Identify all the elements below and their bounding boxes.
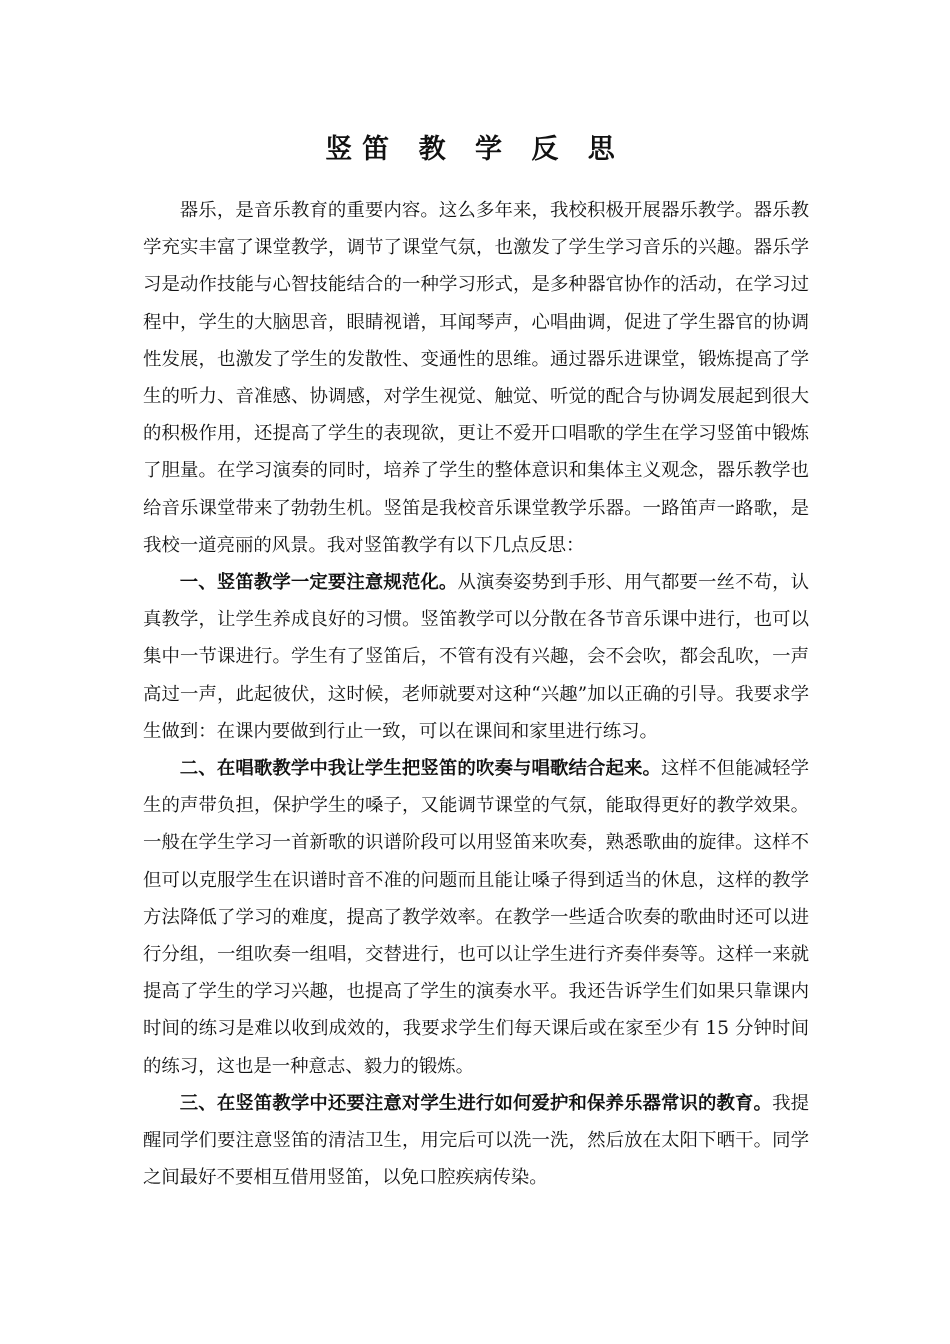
point-heading-1: 一、竖笛教学一定要注意规范化。 [179, 572, 458, 594]
point-paragraph-2 [143, 750, 809, 1085]
point-paragraph-1 [143, 564, 809, 750]
point-text-2: 这样不但能减轻学生的声带负担，保护学生的嗓子，又能调节课堂的气氛，能取得更好的教学效果。一般在学生学习一首新歌的识谱阶段可以用竖笛来吹奏，熟悉歌曲的旋律。这样不但可以克服学生在识谱时音不准的问题而且能让嗓子得到适当的休息，这样的教学方法降低了学习的难度，提高了教学效率。在教学一些适合吹奏的歌曲时还可以进行分组，一组吹奏一组唱，交替进行，也可以让学生进行齐奏伴奏等。这样一来就提高了学生的学习兴趣，也提高了学生的演奏水平。我还告诉学生们如果只靠课内时间的练习是难以收到成效的，我要求学生们每天课后或在家至少有 15 分钟时间的练习，这也是一种意志、毅力的锻炼。 [143, 758, 809, 1077]
point-text-1: 从演奏姿势到手形、用气都要一丝不苟，认真教学，让学生养成良好的习惯。竖笛教学可以分散在各节音乐课中进行，也可以集中一节课进行。学生有了竖笛后，不管有没有兴趣，会不会吹，都会乱吹，一声高过一声，此起彼伏，这时候，老师就要对这种“兴趣”加以正确的引导。我要求学生做到：在课内要做到行止一致，可以在课间和家里进行练习。 [143, 572, 809, 742]
point-paragraph-3 [143, 1085, 809, 1197]
point-heading-2: 二、在唱歌教学中我让学生把竖笛的吹奏与唱歌结合起来。 [179, 758, 662, 780]
intro-paragraph: 器乐，是音乐教育的重要内容。这么多年来，我校积极开展器乐教学。器乐教学充实丰富了课堂教学，调节了课堂气氛，也激发了学生学习音乐的兴趣。器乐学习是动作技能与心智技能结合的一种学习形式，是多种器官协作的活动，在学习过程中，学生的大脑思音，眼睛视谱，耳闻琴声，心唱曲调，促进了学生器官的协调性发展，也激发了学生的发散性、变通性的思维。通过器乐进课堂，锻炼提高了学生的听力、音准感、协调感，对学生视觉、触觉、听觉的配合与协调发展起到很大的积极作用，还提高了学生的表现欲，更让不爱开口唱歌的学生在学习竖笛中锻炼了胆量。在学习演奏的同时，培养了学生的整体意识和集体主义观念，器乐教学也给音乐课堂带来了勃勃生机。竖笛是我校音乐课堂教学乐器。一路笛声一路歌，是我校一道亮丽的风景。我对竖笛教学有以下几点反思： [143, 200, 809, 556]
document-title: 竖笛 教 学 反 思 [325, 134, 625, 165]
point-text-3: 我提醒同学们要注意竖笛的清洁卫生，用完后可以洗一洗，然后放在太阳下晒干。同学之间最好不要相互借用竖笛，以免口腔疾病传染。 [143, 1092, 809, 1189]
document-body [143, 192, 809, 1196]
point-heading-3: 三、在竖笛教学中还要注意对学生进行如何爱护和保养乐器常识的教育。 [179, 1092, 773, 1114]
